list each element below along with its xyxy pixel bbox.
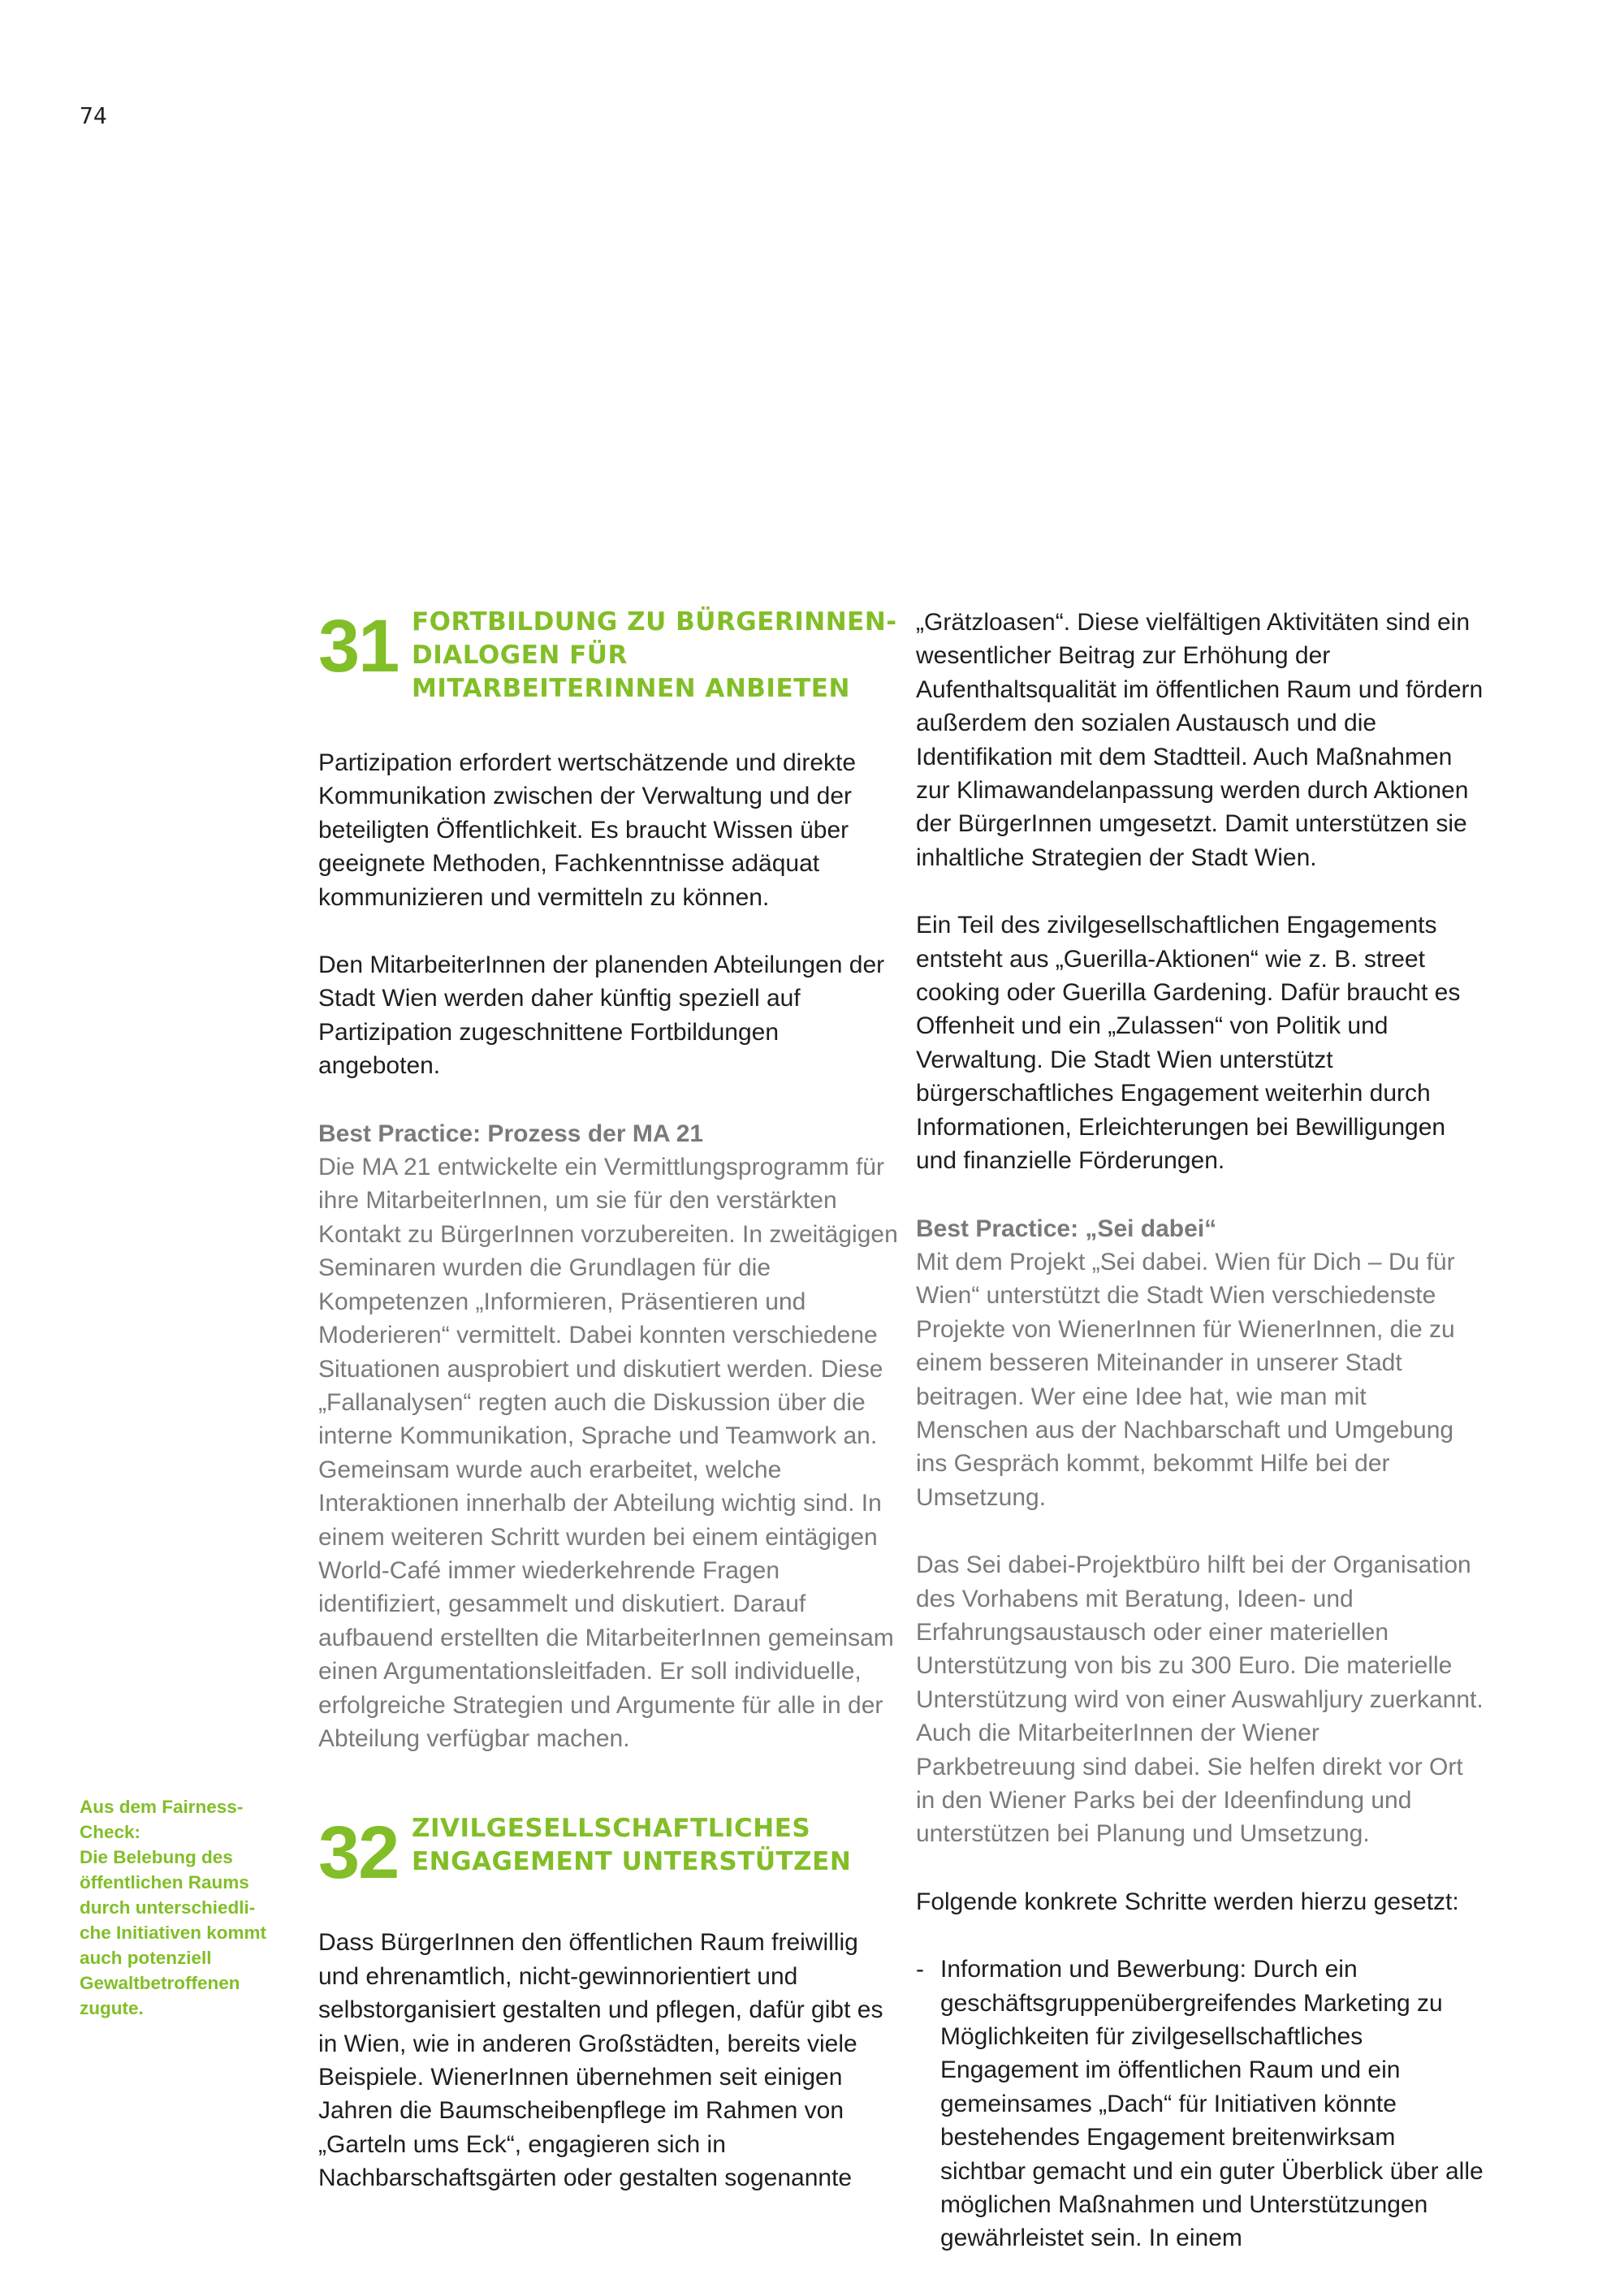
sidenote-heading: Aus dem Fairness- Check:: [80, 1797, 244, 1842]
right-column: [916, 606, 1484, 2255]
section-32-header: [318, 1811, 903, 1895]
section-31-header: [318, 606, 903, 706]
list-bullet: -: [916, 1956, 924, 1983]
section-31-paragraph-2: Den MitarbeiterInnen der planenden Abteilungen der Stadt Wien werden daher künftig speziell auf Partizipation zugeschnittene Fortbildungen angeboten.: [318, 952, 885, 1080]
section-31-number: 31: [318, 605, 399, 688]
sidenote-text: Die Belebung des öffentlichen Raums durch unterschiedli- che Initiativen kommt auch potenziell Gewaltbetroffenen zugute.: [80, 1847, 267, 2018]
best-practice-ma21: [318, 1117, 903, 1756]
steps-intro: Folgende konkrete Schritte werden hierzu gesetzt:: [916, 1888, 1459, 1915]
best-practice-ma21-text: Die MA 21 entwickelte ein Vermittlungsprogramm für ihre MitarbeiterInnen, um sie für den verstärkten Kontakt zu BürgerInnen vorzubereiten. In zweitägigen Seminaren wurden die Grundlagen für die Kompetenzen „Informieren, Präsentieren und Moderieren“ vermittelt. Dabei konnten verschiedene Situationen ausprobiert und diskutiert werden. Diese „Fallanalysen“ regten auch die Diskussion über die interne Kommunikation, Sprache und Teamwork an. Gemeinsam wurde auch erarbeitet, welche Interaktionen innerhalb der Abteilung wichtig sind. In einem weiteren Schritt wurden bei einem eintägigen World-Café immer wiederkehrende Fragen identifiziert, gesammelt und diskutiert. Darauf aufbauend erstellten die MitarbeiterInnen gemeinsam einen Argumentationsleitfaden. Er soll individuelle, erfolgreiche Strategien und Argumente für alle in der Abteilung verfügbar machen.: [318, 1154, 898, 1752]
section-31-paragraph-1: Partizipation erfordert wertschätzende und direkte Kommunikation zwischen der Verwaltung und der beteiligten Öffentlichkeit. Es braucht Wissen über geeignete Methoden, Fachkenntnisse adäquat kommunizieren und vermitteln zu können.: [318, 749, 857, 911]
section-32-title: ZIVILGESELLSCHAFTLICHES ENGAGEMENT UNTERSTÜTZEN: [412, 1814, 852, 1877]
section-32-number: 32: [318, 1811, 399, 1895]
list-item-text: Information und Bewerbung: Durch ein geschäftsgruppenübergreifendes Marketing zu Möglichkeiten für zivilgesellschaftliches Engagement im öffentlichen Raum und ein gemeinsames „Dach“ für Initiativen könnte bestehendes Engagement breitenwirksam sichtbar gemacht und ein guter Überblick über alle möglichen Maßnahmen und Unterstützungen gewährleistet sein. In einem: [940, 1956, 1484, 2252]
best-practice-sei-dabei-text-2: Das Sei dabei-Projektbüro hilft bei der Organisation des Vorhabens mit Beratung, Ideen- und Erfahrungsaustausch oder einer materiellen Unterstützung von bis zu 300 Euro. Die materielle Unterstützung wird von einer Auswahljury zuerkannt. Auch die MitarbeiterInnen der Wiener Parkbetreuung sind dabei. Sie helfen direkt vor Ort in den Wiener Parks bei der Ideenfindung und unterstützen bei Planung und Umsetzung.: [916, 1552, 1484, 1848]
best-practice-sei-dabei: [916, 1212, 1484, 1515]
best-practice-ma21-title: Best Practice: Prozess der MA 21: [318, 1120, 704, 1147]
right-paragraph-2: Ein Teil des zivilgesellschaftlichen Engagements entsteht aus „Guerilla-Aktionen“ wie z. B. street cooking oder Guerilla Gardening. Dafür braucht es Offenheit und ein „Zulassen“ von Politik und Verwaltung. Die Stadt Wien unterstützt bürgerschaftliches Engagement weiterhin durch Informationen, Erleichterungen bei Bewilligungen und finanzielle Förderungen.: [916, 912, 1461, 1175]
best-practice-sei-dabei-title: Best Practice: „Sei dabei“: [916, 1215, 1217, 1242]
section-32-paragraph: Dass BürgerInnen den öffentlichen Raum freiwillig und ehrenamtlich, nicht-gewinnorientiert und selbstorganisiert gestalten und pflegen, dafür gibt es in Wien, wie in anderen Großstädten, bereits viele Beispiele. WienerInnen übernehmen seit einigen Jahren die Baumscheibenpflege im Rahmen von „Garteln ums Eck“, engagieren sich in Nachbarschaftsgärten oder gestalten sogenannte: [318, 1929, 883, 2192]
section-31-title: FORTBILDUNG ZU BÜRGERINNEN-DIALOGEN FÜR MITARBEITERINNEN ANBIETEN: [412, 607, 897, 703]
best-practice-sei-dabei-text: Mit dem Projekt „Sei dabei. Wien für Dich – Du für Wien“ unterstützt die Stadt Wien verschiedenste Projekte von WienerInnen für WienerInnen, die zu einem besseren Miteinander in unserer Stadt beitragen. Wer eine Idee hat, wie man mit Menschen aus der Nachbarschaft und Umgebung ins Gespräch kommt, bekommt Hilfe bei der Umsetzung.: [916, 1248, 1455, 1511]
list-item: [916, 1953, 1484, 2255]
left-column: [318, 606, 903, 2195]
page-number: 74: [80, 102, 107, 129]
right-paragraph-1: „Grätzloasen“. Diese vielfältigen Aktivitäten sind ein wesentlicher Beitrag zur Erhöhung der Aufenthaltsqualität im öffentlichen Raum und fördern außerdem den sozialen Austausch und die Identifikation mit dem Stadtteil. Auch Maßnahmen zur Klimawandelanpassung werden durch Aktionen der BürgerInnen umgesetzt. Damit unterstützen sie inhaltliche Strategien der Stadt Wien.: [916, 609, 1484, 871]
fairness-check-sidenote: [80, 1794, 274, 2021]
